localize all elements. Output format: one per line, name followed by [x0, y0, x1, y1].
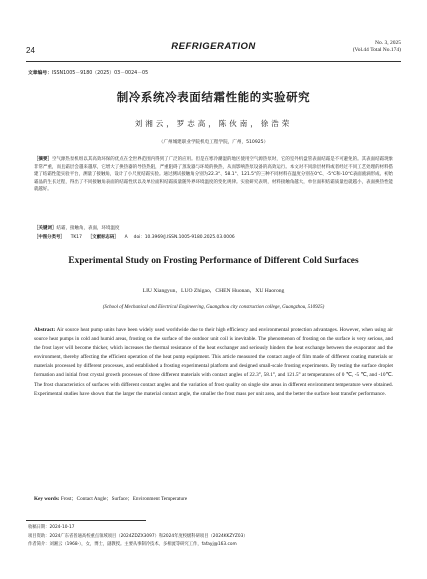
clc-value: TK17 — [70, 235, 82, 240]
doi[interactable]: doi：10.3969/J.ISSN.1005-9180.2025.03.0006 — [133, 235, 235, 240]
running-header — [26, 38, 401, 62]
author-bio: 作者简介：刘湘云（1968-），女，博士，副教授。主要从事制冷技术、多相流等研究工作，fafayj@163.com — [28, 542, 237, 548]
chinese-authors: 刘湘云，罗志高，陈伙南，徐浩荣 — [134, 119, 293, 128]
issue-info — [353, 40, 401, 54]
article-number-label: 文章编号： — [28, 71, 52, 76]
chinese-keywords-label: ［关键词］ — [34, 226, 57, 231]
received-date: 收稿日期：2024-10-17 — [28, 525, 75, 530]
funding-note: 项目资助：2024广东省普通高校重点领域项目（2024ZDZX3097）和2024年度校级科研项目（2024KKZYZ03） — [28, 533, 248, 539]
english-title: Experimental Study on Frosting Performance of Different Cold Surfaces — [68, 256, 359, 266]
english-abstract-label: Abstract: — [34, 327, 56, 333]
journal-name: REFRIGERATION — [171, 41, 256, 52]
chinese-abstract-text: 空气源热泵机组以其高效环保的优点在全世界范围内得到了广泛的应用。但是在寒冷潮湿的地区使用空气源热泵时，它的室外机盘管表面结霜是不可避免的。其表面结霜现象非常严重，而且霜层会越来越厚，它增大了换热器的导热热阻，严重阻碍了蒸发器与环境的换热，从而影响热泵设备的高效运行。本文对不同涂层材料或者经过不同工艺处理的材料搭建了结霜性能实验平台，测量了接触角，设计了小尺度结霜实验。通过测试接触角分别为22.3°、58.1°、121.5°的三种不同材料在温度分别在0℃、-5℃和-10℃表面液滴形成、初始霜晶的生长过程，得出了不同接触角表面的结霜性状以及单位面积结霜质量随外界环境温度的变化规律。实验研究表明，材料接触角越大，单位面积结霜质量也就越小，表面换热性能就越好。 — [34, 157, 393, 193]
issue-number: No. 3, 2025 — [375, 40, 401, 46]
english-abstract-text: Air source heat pump units have been widely used worldwide due to their high efficiency and environmental protection advantages. However, when using air source heat pumps in cold and humid areas, frosting on the surface of the outdoor unit coil is inevitable. The phenomenon of frosting on the surface is very serious, and the frost layer will become thicker, which increases the thermal resistance of the heat exchanger and seriously hinders the heat exchange between the evaporator and the environment, thereby affecting the efficient operation of the heat pump equipment. This article measured the contact angle of film made of different coating materials or materials processed by different processes, and established a frosting experimental platform and designed small-scale frosting experiments. By testing the surface droplet formation and initial frost crystal growth processes of three different materials with contact angles of 22.3°, 58.1°, and 121.5° at temperatures of 0 ℃, -5 ℃, and -10℃. The frost characteristics of surfaces with different contact angles and the variation of frost quality on single site areas in different environment temperature were obtained. Experimental studies have shown that the larger the material contact angle, the smaller the frost mass per unit area, and the better the surface heat transfer performance. — [34, 327, 393, 397]
english-abstract — [34, 326, 393, 399]
chinese-affiliation: （广州城建职业学院机电工程学院，广州，510925） — [158, 140, 269, 145]
english-keywords-text: Frost；Contact Angle；Surface；Environment Temperature — [60, 496, 188, 502]
classification-line — [34, 234, 393, 240]
volume-info: (Vol.44 Total No.174) — [352, 47, 401, 53]
chinese-title: 制冷系统冷表面结霜性能的实验研究 — [116, 90, 311, 104]
chinese-keywords — [34, 225, 393, 231]
document-code-value: A — [124, 235, 128, 240]
header-divider — [26, 61, 401, 62]
clc-label: ［中图分类号］ — [34, 235, 65, 240]
english-authors: LIU Xiangyun，LUO Zhigao，CHEN Huonan，XU Haorong — [142, 288, 285, 294]
english-keywords — [34, 495, 393, 502]
footnote-divider — [26, 520, 146, 521]
page-number: 24 — [26, 46, 35, 55]
chinese-abstract — [34, 156, 393, 194]
article-number-value: ISSN1005－9180（2025）03－0024－05 — [52, 71, 149, 76]
document-code-label: ［文献标志码］ — [87, 235, 119, 240]
english-keywords-label: Key words: — [34, 496, 60, 502]
chinese-abstract-label: ［摘要］ — [34, 157, 52, 162]
english-affiliation: (School of Mechanical and Electrical Engineering, Guangzhou city construction college, Guangzhou, 510925) — [102, 305, 325, 310]
footnotes — [28, 524, 401, 550]
chinese-keywords-text: 结霜，接触角，表面，环境温度 — [56, 226, 120, 231]
article-number — [28, 69, 148, 76]
